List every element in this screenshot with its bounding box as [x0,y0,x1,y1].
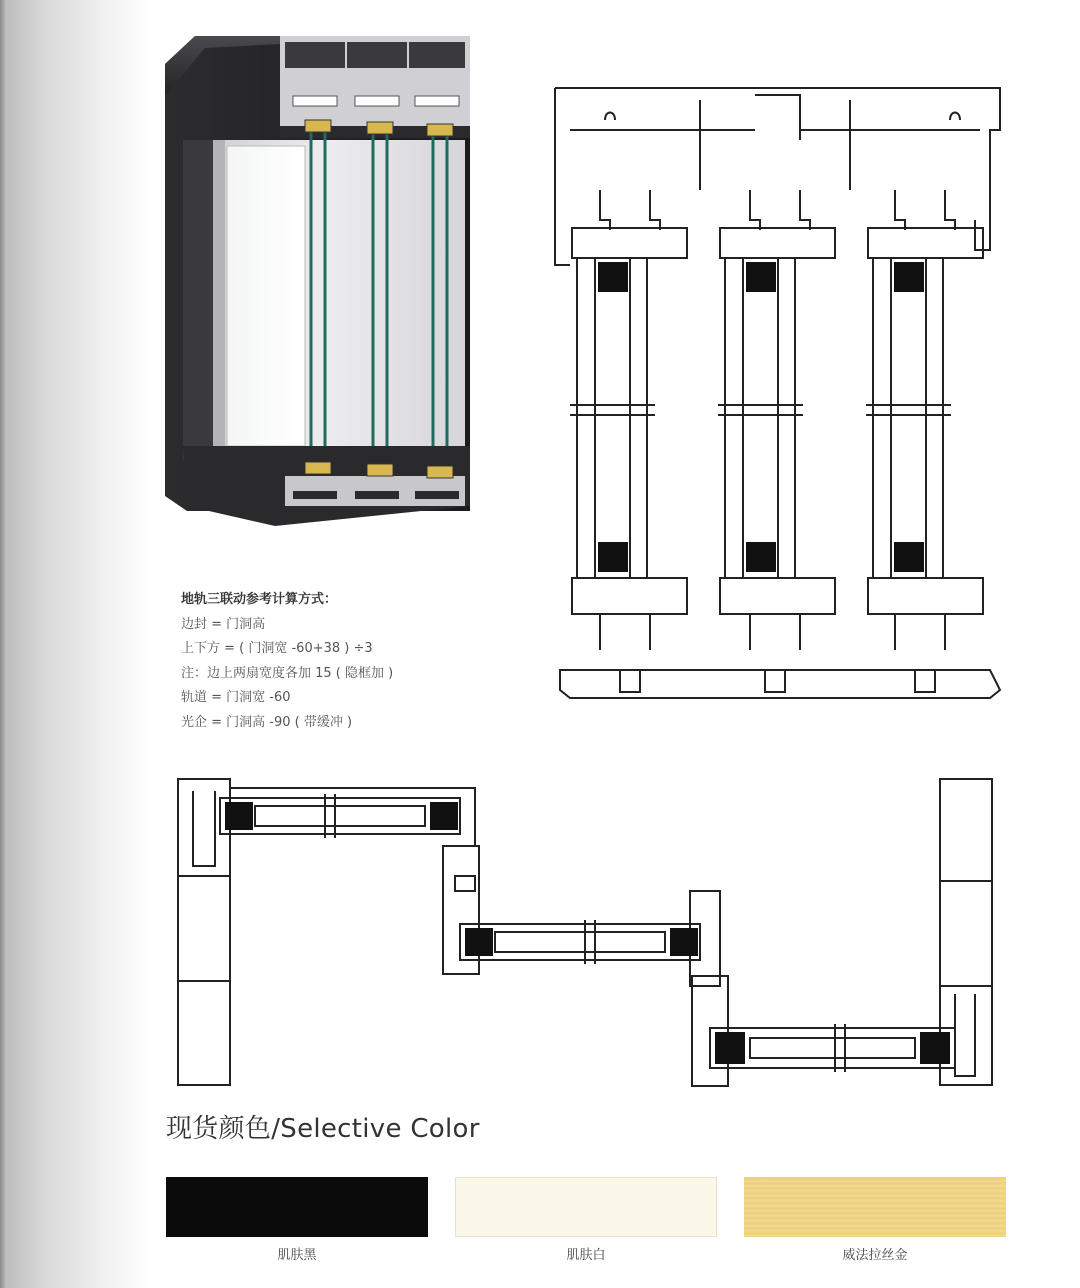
color-label-black: 肌肤黑 [277,1248,317,1263]
formula-line: 轨道 = 门洞宽 -60 [181,690,291,706]
calculation-formula [181,588,521,736]
color-label-gold: 威法拉丝金 [842,1248,908,1263]
formula-line: 注：边上两扇宽度各加 15 ( 隐框加 ) [181,665,394,681]
frame-3d-rendering [165,36,470,526]
page-edge [0,0,6,1288]
color-swatch-white [455,1177,717,1237]
formula-title: 地轨三联动参考计算方式： [181,592,338,607]
color-swatch-gold [744,1177,1006,1237]
color-label-white: 肌肤白 [566,1248,606,1263]
page-binding-shadow [0,0,150,1288]
color-swatch-black [166,1177,428,1237]
vertical-section-drawing [550,80,1010,700]
formula-line: 上下方 = ( 门洞宽 -60+38 ) ÷3 [181,641,373,657]
plan-section-drawing [175,776,997,1088]
selective-color-title: 现货颜色/Selective Color [166,1114,480,1144]
formula-line: 边封 = 门洞高 [181,616,266,632]
formula-line: 光企 = 门洞高 -90 ( 带缓冲 ) [181,714,353,730]
